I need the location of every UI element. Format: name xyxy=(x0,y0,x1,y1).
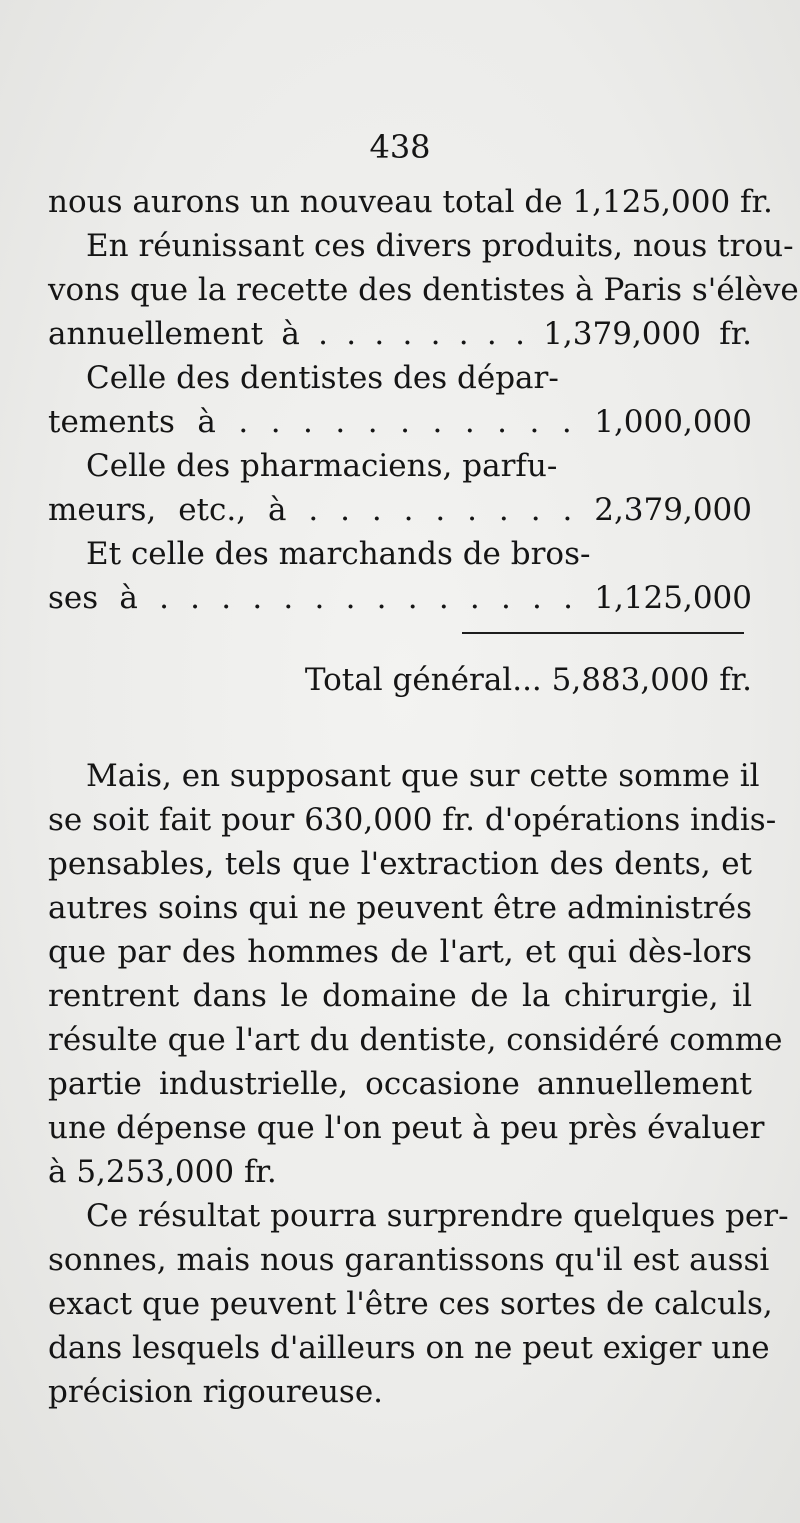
text-line-4: annuellement à . . . . . . . . 1,379,000 fr. xyxy=(48,316,752,352)
text-line-15: autres soins qui ne peuvent être administrés xyxy=(48,890,752,926)
grand-total: Total général... 5,883,000 fr. xyxy=(304,662,752,698)
text-line-21: à 5,253,000 fr. xyxy=(48,1154,277,1190)
text-line-25: dans lesquels d'ailleurs on ne peut exiger une xyxy=(48,1330,770,1366)
text-line-22: Ce résultat pourra surprendre quelques per- xyxy=(86,1198,789,1234)
text-line-17: rentrent dans le domaine de la chirurgie, il xyxy=(48,978,752,1014)
text-line-23: sonnes, mais nous garantissons qu'il est aussi xyxy=(48,1242,770,1278)
text-line-20: une dépense que l'on peut à peu près évaluer xyxy=(48,1110,765,1146)
text-line-18: résulte que l'art du dentiste, considéré comme xyxy=(48,1022,783,1058)
text-line-8: meurs, etc., à . . . . . . . . . 2,379,000 xyxy=(48,492,752,528)
text-line-10: ses à . . . . . . . . . . . . . . 1,125,000 xyxy=(48,580,752,616)
text-line-14: pensables, tels que l'extraction des dents, et xyxy=(48,846,752,882)
text-line-16: que par des hommes de l'art, et qui dès-lors xyxy=(48,934,752,970)
text-line-13: se soit fait pour 630,000 fr. d'opérations indis- xyxy=(48,802,777,838)
text-line-1: nous aurons un nouveau total de 1,125,000 fr. xyxy=(48,184,773,220)
text-line-19: partie industrielle, occasione annuellement xyxy=(48,1066,752,1102)
text-line-24: exact que peuvent l'être ces sortes de calculs, xyxy=(48,1286,773,1322)
text-line-2: En réunissant ces divers produits, nous trou- xyxy=(86,228,794,264)
text-line-3: vons que la recette des dentistes à Paris s'élève xyxy=(48,272,799,308)
text-line-12: Mais, en supposant que sur cette somme il xyxy=(86,758,760,794)
sum-rule xyxy=(462,632,744,634)
text-line-9: Et celle des marchands de bros- xyxy=(86,536,591,572)
text-line-5: Celle des dentistes des dépar- xyxy=(86,360,559,396)
text-line-7: Celle des pharmaciens, parfu- xyxy=(86,448,558,484)
page-number: 438 xyxy=(369,128,431,166)
text-line-26: précision rigoureuse. xyxy=(48,1374,384,1410)
text-line-6: tements à . . . . . . . . . . . 1,000,000 xyxy=(48,404,752,440)
